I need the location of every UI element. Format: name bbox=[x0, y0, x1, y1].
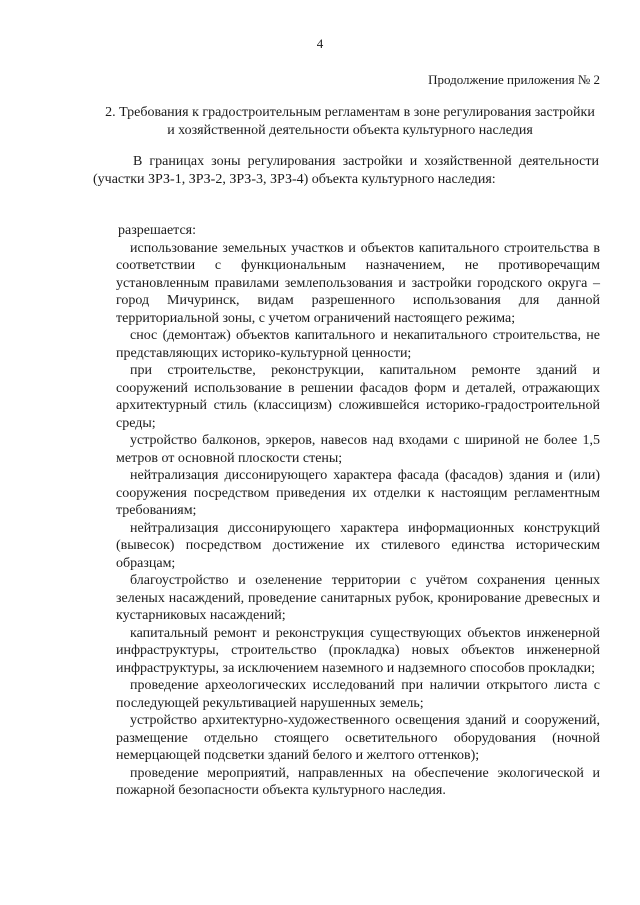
list-item: благоустройство и озеленение территории с учётом сохранения ценных зеленых насаждений, проведение санитарных рубок, кронирование древесных и кустарниковых насаждений; bbox=[116, 573, 600, 623]
list-item: капитальный ремонт и реконструкция существующих объектов инженерной инфраструктуры, строительство (прокладка) новых объектов инженерной инфраструктуры, за исключением наземного и надземного способов прокладки; bbox=[116, 625, 600, 676]
requirements-list bbox=[116, 222, 600, 800]
page-number: 4 bbox=[316, 36, 324, 51]
intro-text: В границах зоны регулирования застройки и хозяйственной деятельности (участки ЗРЗ-1, ЗРЗ-2, ЗРЗ-3, ЗРЗ-4) объекта культурного наследия: bbox=[93, 154, 599, 187]
list-item: нейтрализация диссонирующего характера фасада (фасадов) здания и (или) сооружения посредством приведения их отделки к настоящим регламентным требованиям; bbox=[116, 468, 600, 518]
list-item: при строительстве, реконструкции, капитальном ремонте зданий и сооружений использование в решении фасадов форм и деталей, отражающих архитектурный стиль (классицизм) сложившейся историко-градостроительной среды; bbox=[116, 363, 600, 431]
list-item: использование земельных участков и объектов капитального строительства в соответствии с функциональным назначением, не противоречащим установленным правилами землепользования и застройки городского округа – город Мичуринск, видам разрешенного использования для данной территориальной зоны, с учетом ограничений настоящего режима; bbox=[116, 240, 600, 326]
list-item: проведение мероприятий, направленных на обеспечение экологической и пожарной безопасности объекта культурного наследия. bbox=[116, 765, 600, 798]
allowed-label: разрешается: bbox=[118, 223, 196, 238]
intro-paragraph bbox=[93, 153, 599, 189]
list-item: устройство архитектурно-художественного освещения зданий и сооружений, размещение отдельно стоящего осветительного оборудования (ночной немерцающей подсветки зданий белого и желтого оттенков); bbox=[116, 713, 600, 763]
list-item: нейтрализация диссонирующего характера информационных конструкций (вывесок) посредством достижение их стилевого единства историческим образцам; bbox=[116, 520, 600, 571]
list-item: устройство балконов, эркеров, навесов над входами с шириной не более 1,5 метров от основной плоскости стены; bbox=[116, 433, 600, 466]
appendix-label: Продолжение приложения № 2 bbox=[428, 72, 600, 87]
list-item: снос (демонтаж) объектов капитального и некапитального строительства, не представляющих историко-культурной ценности; bbox=[116, 328, 600, 361]
list-item: проведение археологических исследований при наличии открытого листа с последующей рекультивацией нарушенных земель; bbox=[116, 678, 600, 711]
section-title: 2. Требования к градостроительным регламентам в зоне регулирования застройки и хозяйственной деятельности объекта культурного наследия bbox=[105, 105, 595, 138]
